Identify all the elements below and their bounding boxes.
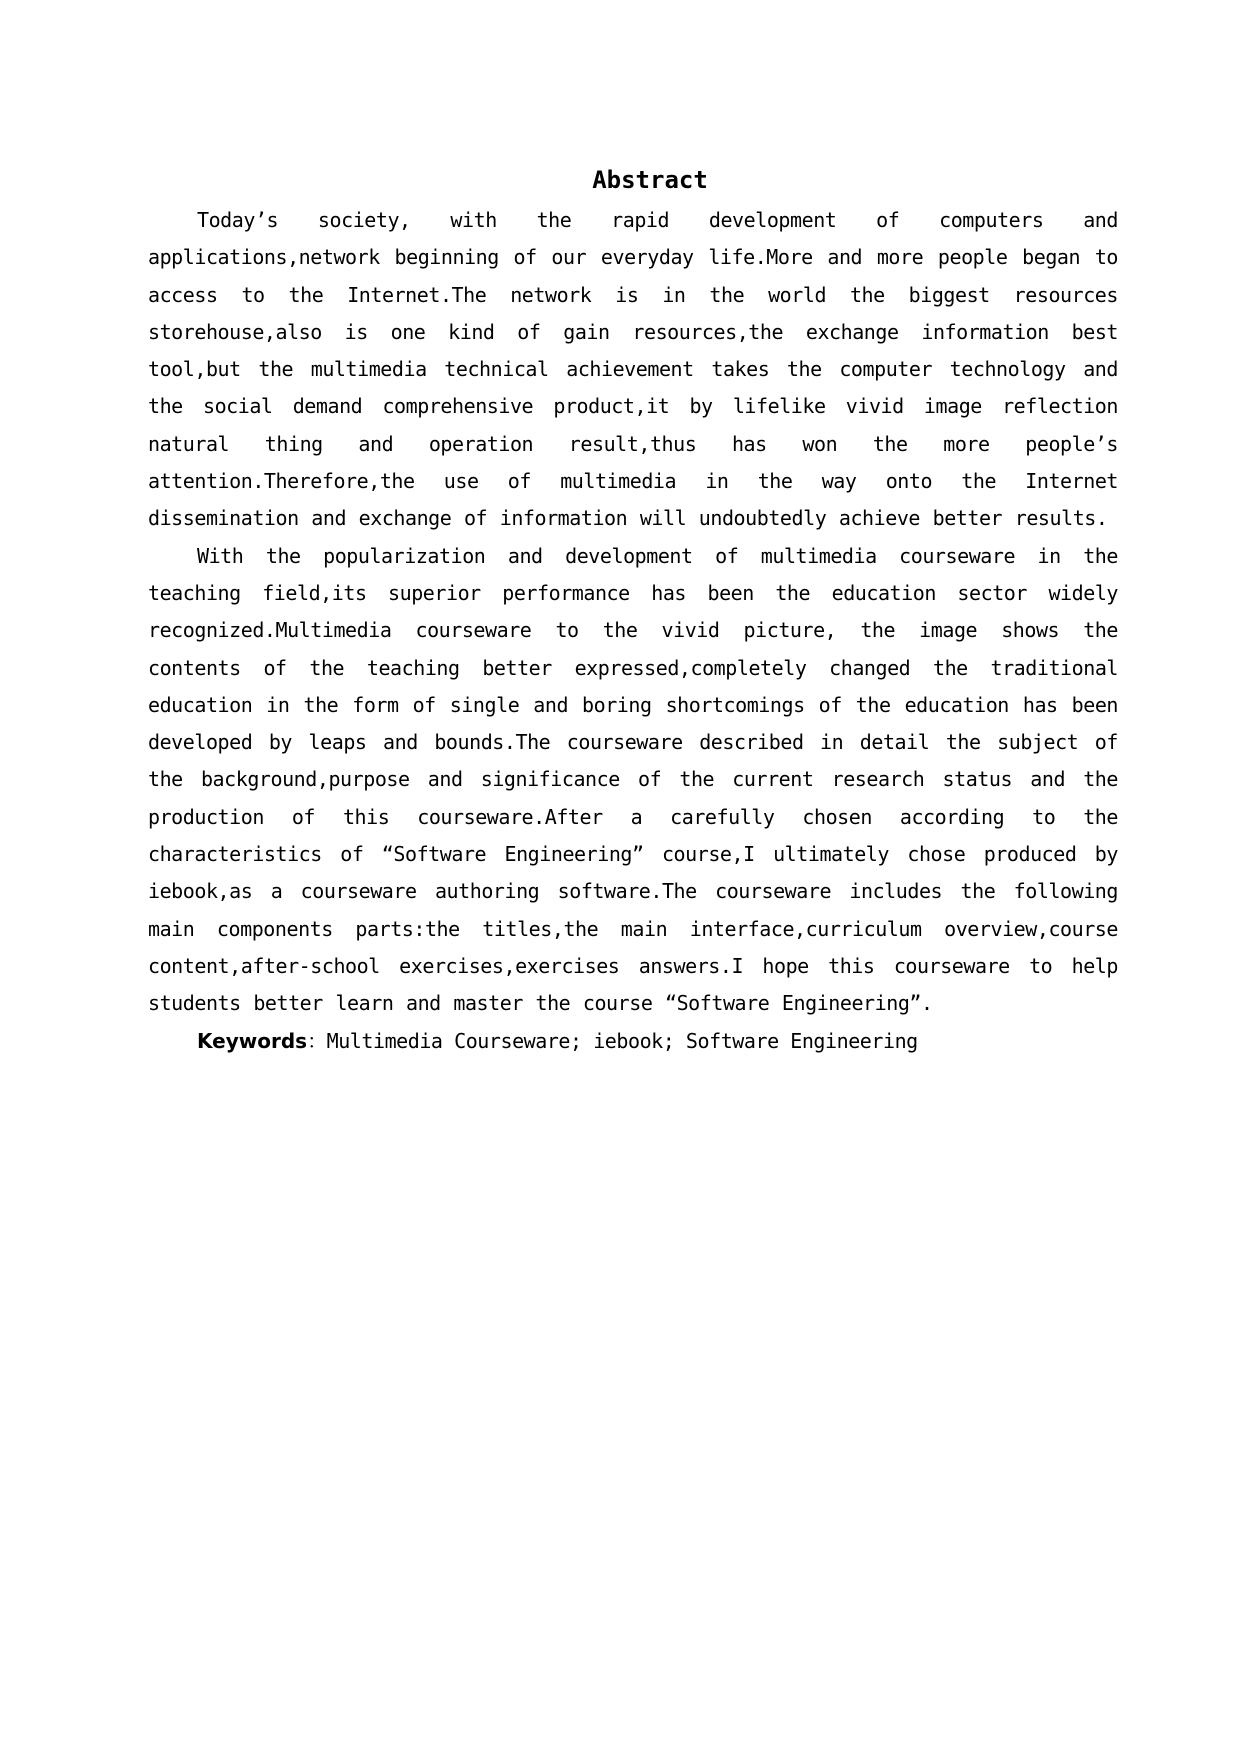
keywords-line [148, 1023, 1118, 1060]
keywords-text: ：Multimedia Courseware; iebook; Software Engineering [307, 1028, 918, 1053]
abstract-title: Abstract [592, 166, 708, 194]
abstract-section [148, 160, 1118, 1060]
abstract-paragraph-1: Today’s society, with the rapid development of computers and applications,network beginning of our everyday life.More and more people began to access to the Internet.The network is in the world the biggest resources storehouse,also is one kind of gain resources,the exchange information best tool,but the multimedia technical achievement takes the computer technology and the social demand comprehensive product,it by lifelike vivid image reflection natural thing and operation result,thus has won the more people’s attention.Therefore,the use of multimedia in the way onto the Internet dissemination and exchange of information will undoubtedly achieve better results. [148, 208, 1118, 531]
abstract-paragraph-2: With the popularization and development of multimedia courseware in the teaching field,its superior performance has been the education sector widely recognized.Multimedia courseware to the vivid picture, the image shows the contents of the teaching better expressed,completely changed the traditional education in the form of single and boring shortcomings of the education has been developed by leaps and bounds.The courseware described in detail the subject of the background,purpose and significance of the current research status and the production of this courseware.After a carefully chosen according to the characteristics of “Software Engineering” course,I ultimately chose produced by iebook,as a courseware authoring software.The courseware includes the following main components parts:the titles,the main interface,curriculum overview,course content,after-school exercises,exercises answers.I hope this courseware to help students better learn and master the course “Software Engineering”. [148, 543, 1118, 1016]
keywords-label: Keywords [197, 1028, 308, 1053]
